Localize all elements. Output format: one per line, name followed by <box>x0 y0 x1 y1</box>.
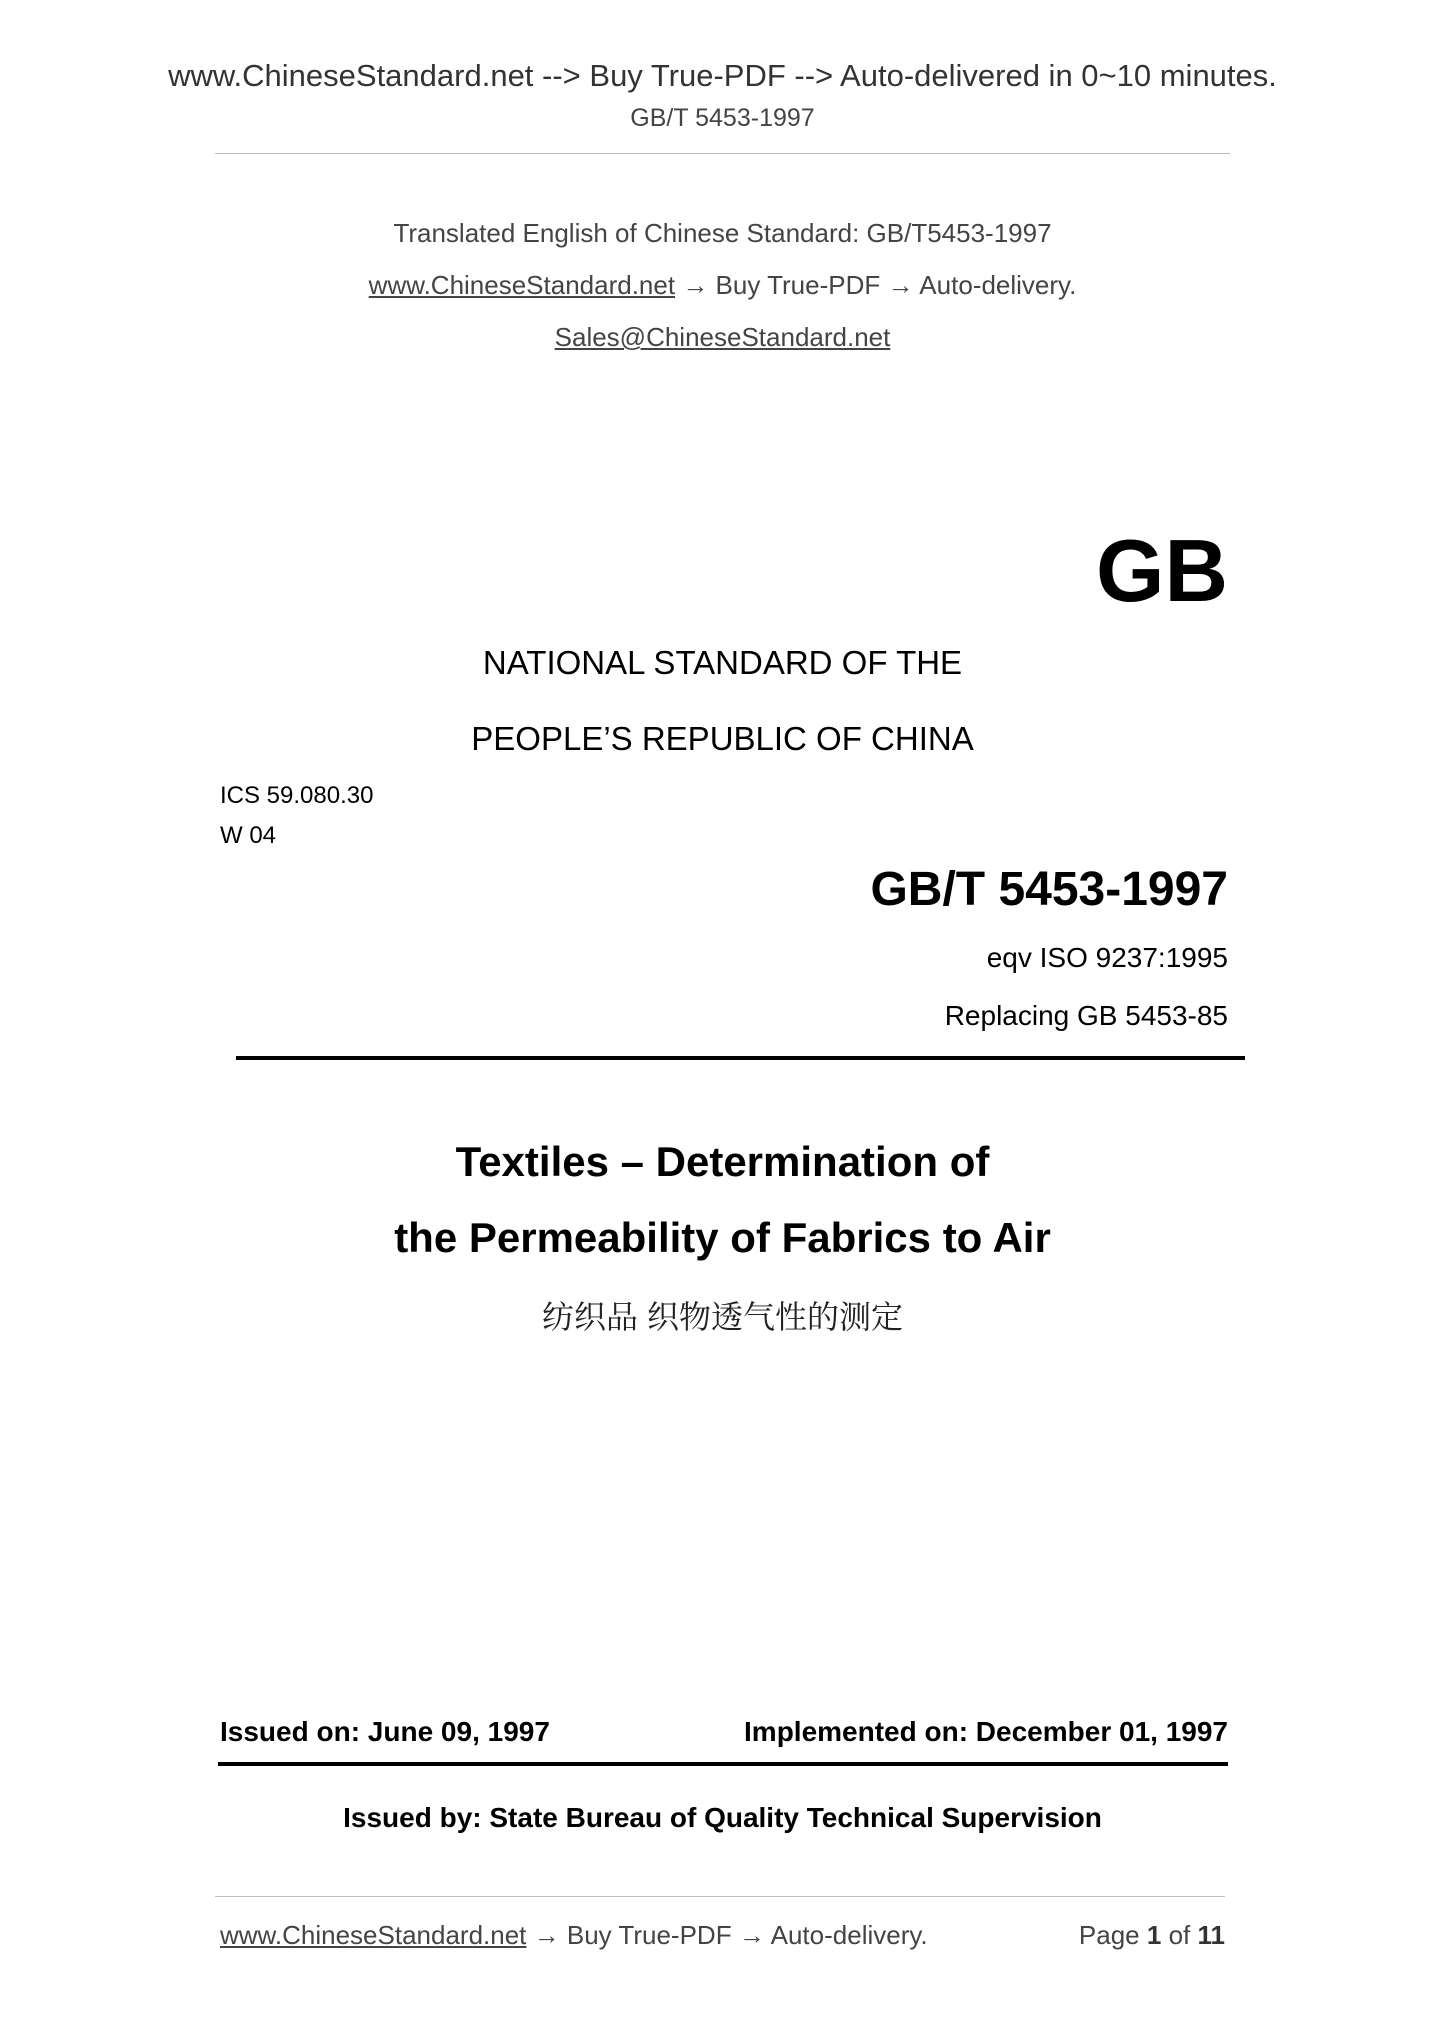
top-banner: www.ChineseStandard.net --> Buy True-PDF --> Auto-delivered in 0~10 minutes. <box>168 58 1277 93</box>
footer-divider <box>215 1896 1225 1897</box>
of-label: of <box>1168 1920 1191 1950</box>
issued-by: Issued by: State Bureau of Quality Technical Supervision <box>343 1802 1102 1833</box>
footer-delivery-line <box>220 1920 928 1951</box>
buy-true-pdf-text: Buy True-PDF <box>715 270 881 300</box>
national-standard-line1: NATIONAL STANDARD OF THE <box>482 644 963 681</box>
title-divider <box>236 1056 1245 1060</box>
arrow-right-icon: → <box>887 270 914 300</box>
gb-logo: GB <box>1096 521 1228 620</box>
page-indicator <box>1079 1920 1225 1951</box>
email-line <box>0 322 1445 353</box>
page-number: 1 <box>1146 1920 1162 1950</box>
arrow-right-icon: → <box>738 1920 765 1950</box>
delivery-line <box>0 270 1445 301</box>
issued-on-date: Issued on: June 09, 1997 <box>220 1716 550 1747</box>
footer-buy-text: Buy True-PDF <box>566 1920 732 1950</box>
page-total: 11 <box>1197 1920 1225 1950</box>
equivalent-standard: eqv ISO 9237:1995 <box>986 942 1228 973</box>
translated-note: Translated English of Chinese Standard: GB/T5453-1997 <box>393 218 1052 248</box>
header-standard-code: GB/T 5453-1997 <box>630 104 815 132</box>
ics-code: ICS 59.080.30 <box>220 782 374 809</box>
issue-divider <box>218 1762 1228 1766</box>
site-link[interactable]: www.ChineseStandard.net <box>368 270 676 300</box>
arrow-right-icon: → <box>682 270 709 300</box>
w-code: W 04 <box>220 822 277 849</box>
implemented-on-date: Implemented on: December 01, 1997 <box>744 1716 1228 1747</box>
document-title-line1: Textiles – Determination of <box>455 1138 990 1185</box>
standard-code: GB/T 5453-1997 <box>870 863 1228 916</box>
auto-delivery-text: Auto-delivery. <box>919 270 1077 300</box>
header-divider <box>215 153 1230 154</box>
sales-email-link[interactable]: Sales@ChineseStandard.net <box>554 322 891 352</box>
national-standard-line2: PEOPLE’S REPUBLIC OF CHINA <box>471 720 974 757</box>
document-title-chinese: 纺织品 织物透气性的测定 <box>542 1299 903 1335</box>
document-title-line2: the Permeability of Fabrics to Air <box>394 1214 1051 1261</box>
footer-auto-text: Auto-delivery. <box>770 1920 928 1950</box>
footer-site-link[interactable]: www.ChineseStandard.net <box>220 1920 527 1950</box>
arrow-right-icon: → <box>533 1920 560 1950</box>
replacing-standard: Replacing GB 5453-85 <box>944 1000 1228 1031</box>
page-label: Page <box>1078 1920 1140 1950</box>
